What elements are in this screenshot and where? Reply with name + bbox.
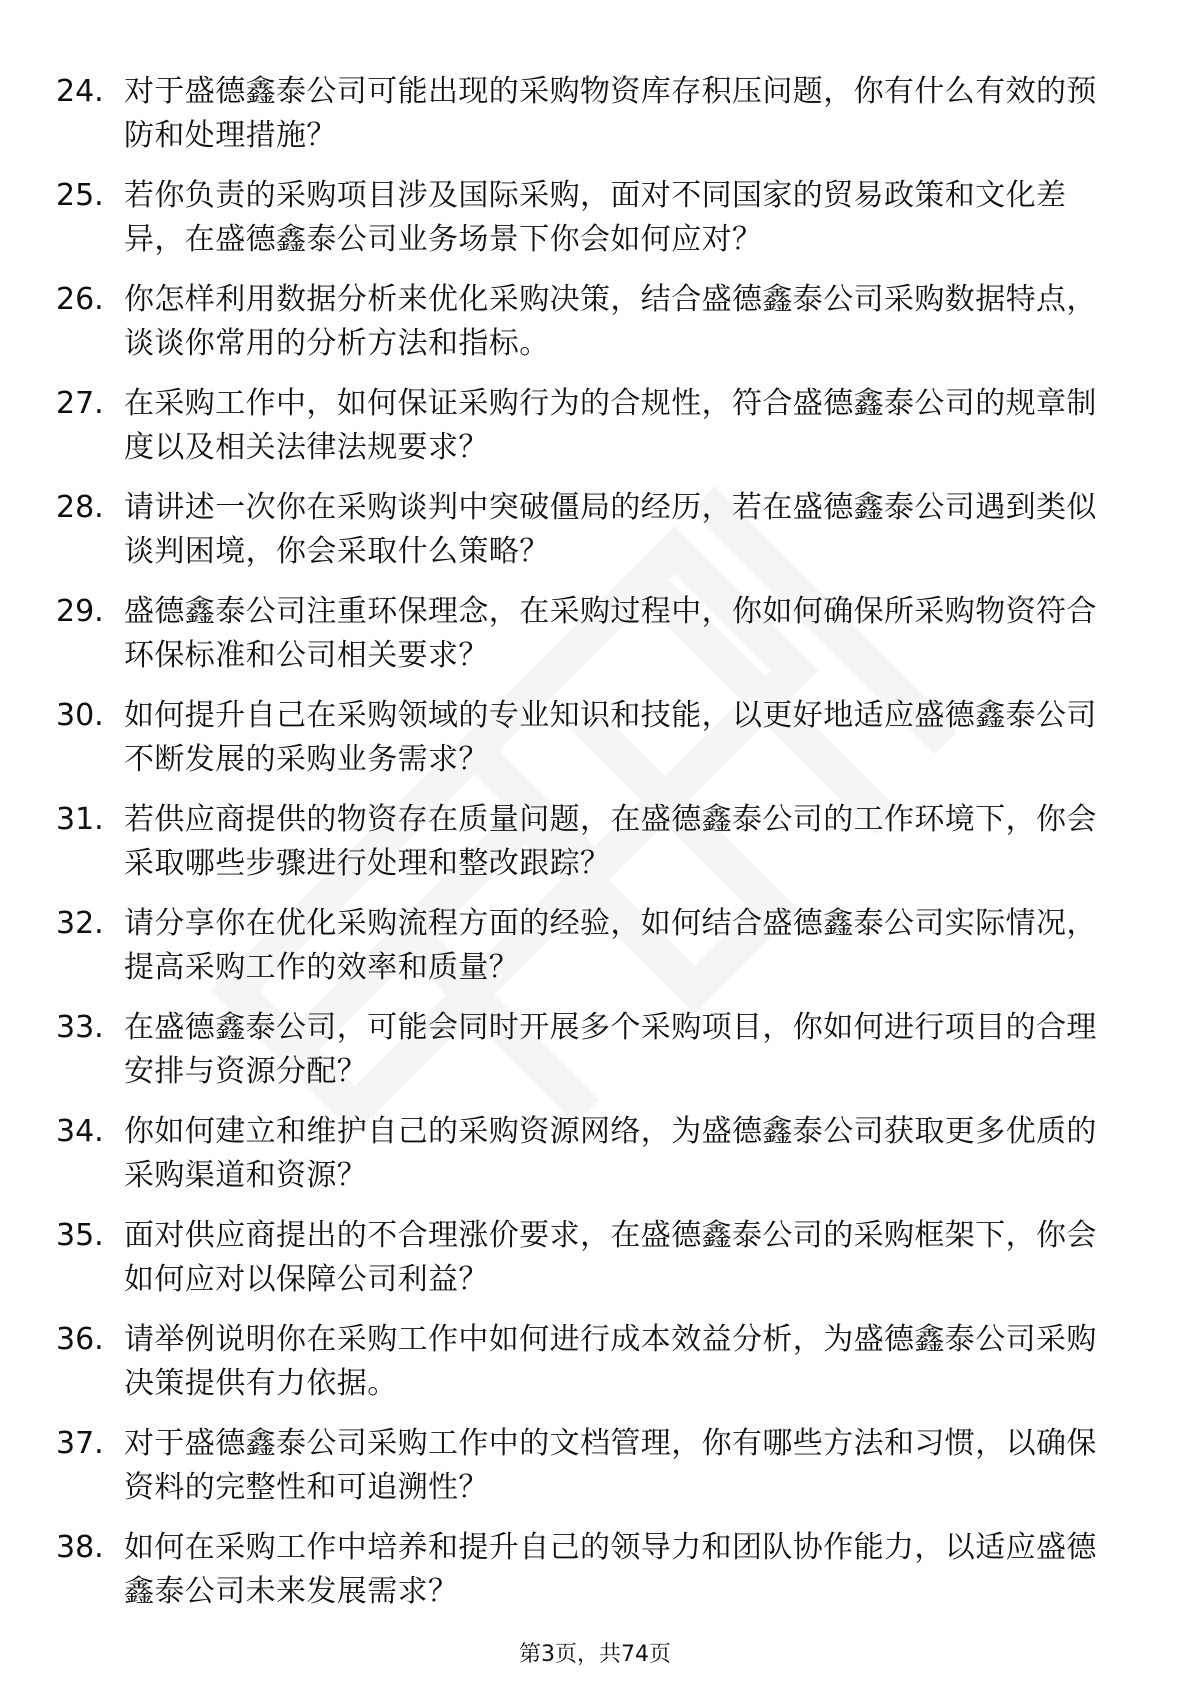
question-number: 36. (56, 1322, 104, 1357)
question-text: 请讲述一次你在采购谈判中突破僵局的经历，若在盛德鑫泰公司遇到类似谈判困境，你会采取什么策略？ (124, 490, 1097, 569)
question-item (56, 70, 1116, 174)
question-item (56, 590, 1116, 694)
question-number: 27. (56, 386, 104, 421)
question-number: 34. (56, 1114, 104, 1149)
question-item (56, 278, 1116, 382)
question-text: 面对供应商提出的不合理涨价要求，在盛德鑫泰公司的采购框架下，你会如何应对以保障公司利益？ (124, 1218, 1097, 1297)
question-number: 30. (56, 698, 104, 733)
question-number: 38. (56, 1530, 104, 1565)
question-item (56, 1110, 1116, 1214)
question-text: 若供应商提供的物资存在质量问题，在盛德鑫泰公司的工作环境下，你会采取哪些步骤进行处理和整改跟踪？ (124, 802, 1097, 881)
question-text: 若你负责的采购项目涉及国际采购，面对不同国家的贸易政策和文化差异，在盛德鑫泰公司业务场景下你会如何应对？ (124, 178, 1067, 257)
question-number: 32. (56, 906, 104, 941)
question-text: 请举例说明你在采购工作中如何进行成本效益分析，为盛德鑫泰公司采购决策提供有力依据。 (124, 1322, 1097, 1401)
question-item (56, 1318, 1116, 1422)
question-item (56, 382, 1116, 486)
question-text: 盛德鑫泰公司注重环保理念，在采购过程中，你如何确保所采购物资符合环保标准和公司相关要求？ (124, 594, 1097, 673)
question-text: 你如何建立和维护自己的采购资源网络，为盛德鑫泰公司获取更多优质的采购渠道和资源？ (124, 1114, 1097, 1193)
question-number: 26. (56, 282, 104, 317)
question-number: 24. (56, 74, 104, 109)
question-number: 35. (56, 1218, 104, 1253)
question-item (56, 1006, 1116, 1110)
question-item (56, 1214, 1116, 1318)
question-number: 28. (56, 490, 104, 525)
question-list (56, 70, 1116, 1630)
question-number: 31. (56, 802, 104, 837)
question-item (56, 694, 1116, 798)
question-text: 请分享你在优化采购流程方面的经验，如何结合盛德鑫泰公司实际情况，提高采购工作的效率和质量？ (124, 906, 1097, 985)
page-number: 第3页，共74页 (519, 1642, 671, 1667)
question-item (56, 174, 1116, 278)
question-text: 如何在采购工作中培养和提升自己的领导力和团队协作能力，以适应盛德鑫泰公司未来发展需求？ (124, 1530, 1097, 1609)
question-text: 对于盛德鑫泰公司采购工作中的文档管理，你有哪些方法和习惯，以确保资料的完整性和可追溯性？ (124, 1426, 1097, 1505)
question-text: 在采购工作中，如何保证采购行为的合规性，符合盛德鑫泰公司的规章制度以及相关法律法规要求？ (124, 386, 1097, 465)
question-text: 如何提升自己在采购领域的专业知识和技能，以更好地适应盛德鑫泰公司不断发展的采购业务需求？ (124, 698, 1097, 777)
question-text: 在盛德鑫泰公司，可能会同时开展多个采购项目，你如何进行项目的合理安排与资源分配？ (124, 1010, 1097, 1089)
question-item (56, 1526, 1116, 1630)
question-text: 对于盛德鑫泰公司可能出现的采购物资库存积压问题，你有什么有效的预防和处理措施？ (124, 74, 1097, 153)
question-number: 33. (56, 1010, 104, 1045)
question-number: 37. (56, 1426, 104, 1461)
question-item (56, 902, 1116, 1006)
question-item (56, 486, 1116, 590)
question-number: 29. (56, 594, 104, 629)
question-item (56, 1422, 1116, 1526)
question-number: 25. (56, 178, 104, 213)
question-text: 你怎样利用数据分析来优化采购决策，结合盛德鑫泰公司采购数据特点，谈谈你常用的分析方法和指标。 (124, 282, 1097, 361)
question-item (56, 798, 1116, 902)
